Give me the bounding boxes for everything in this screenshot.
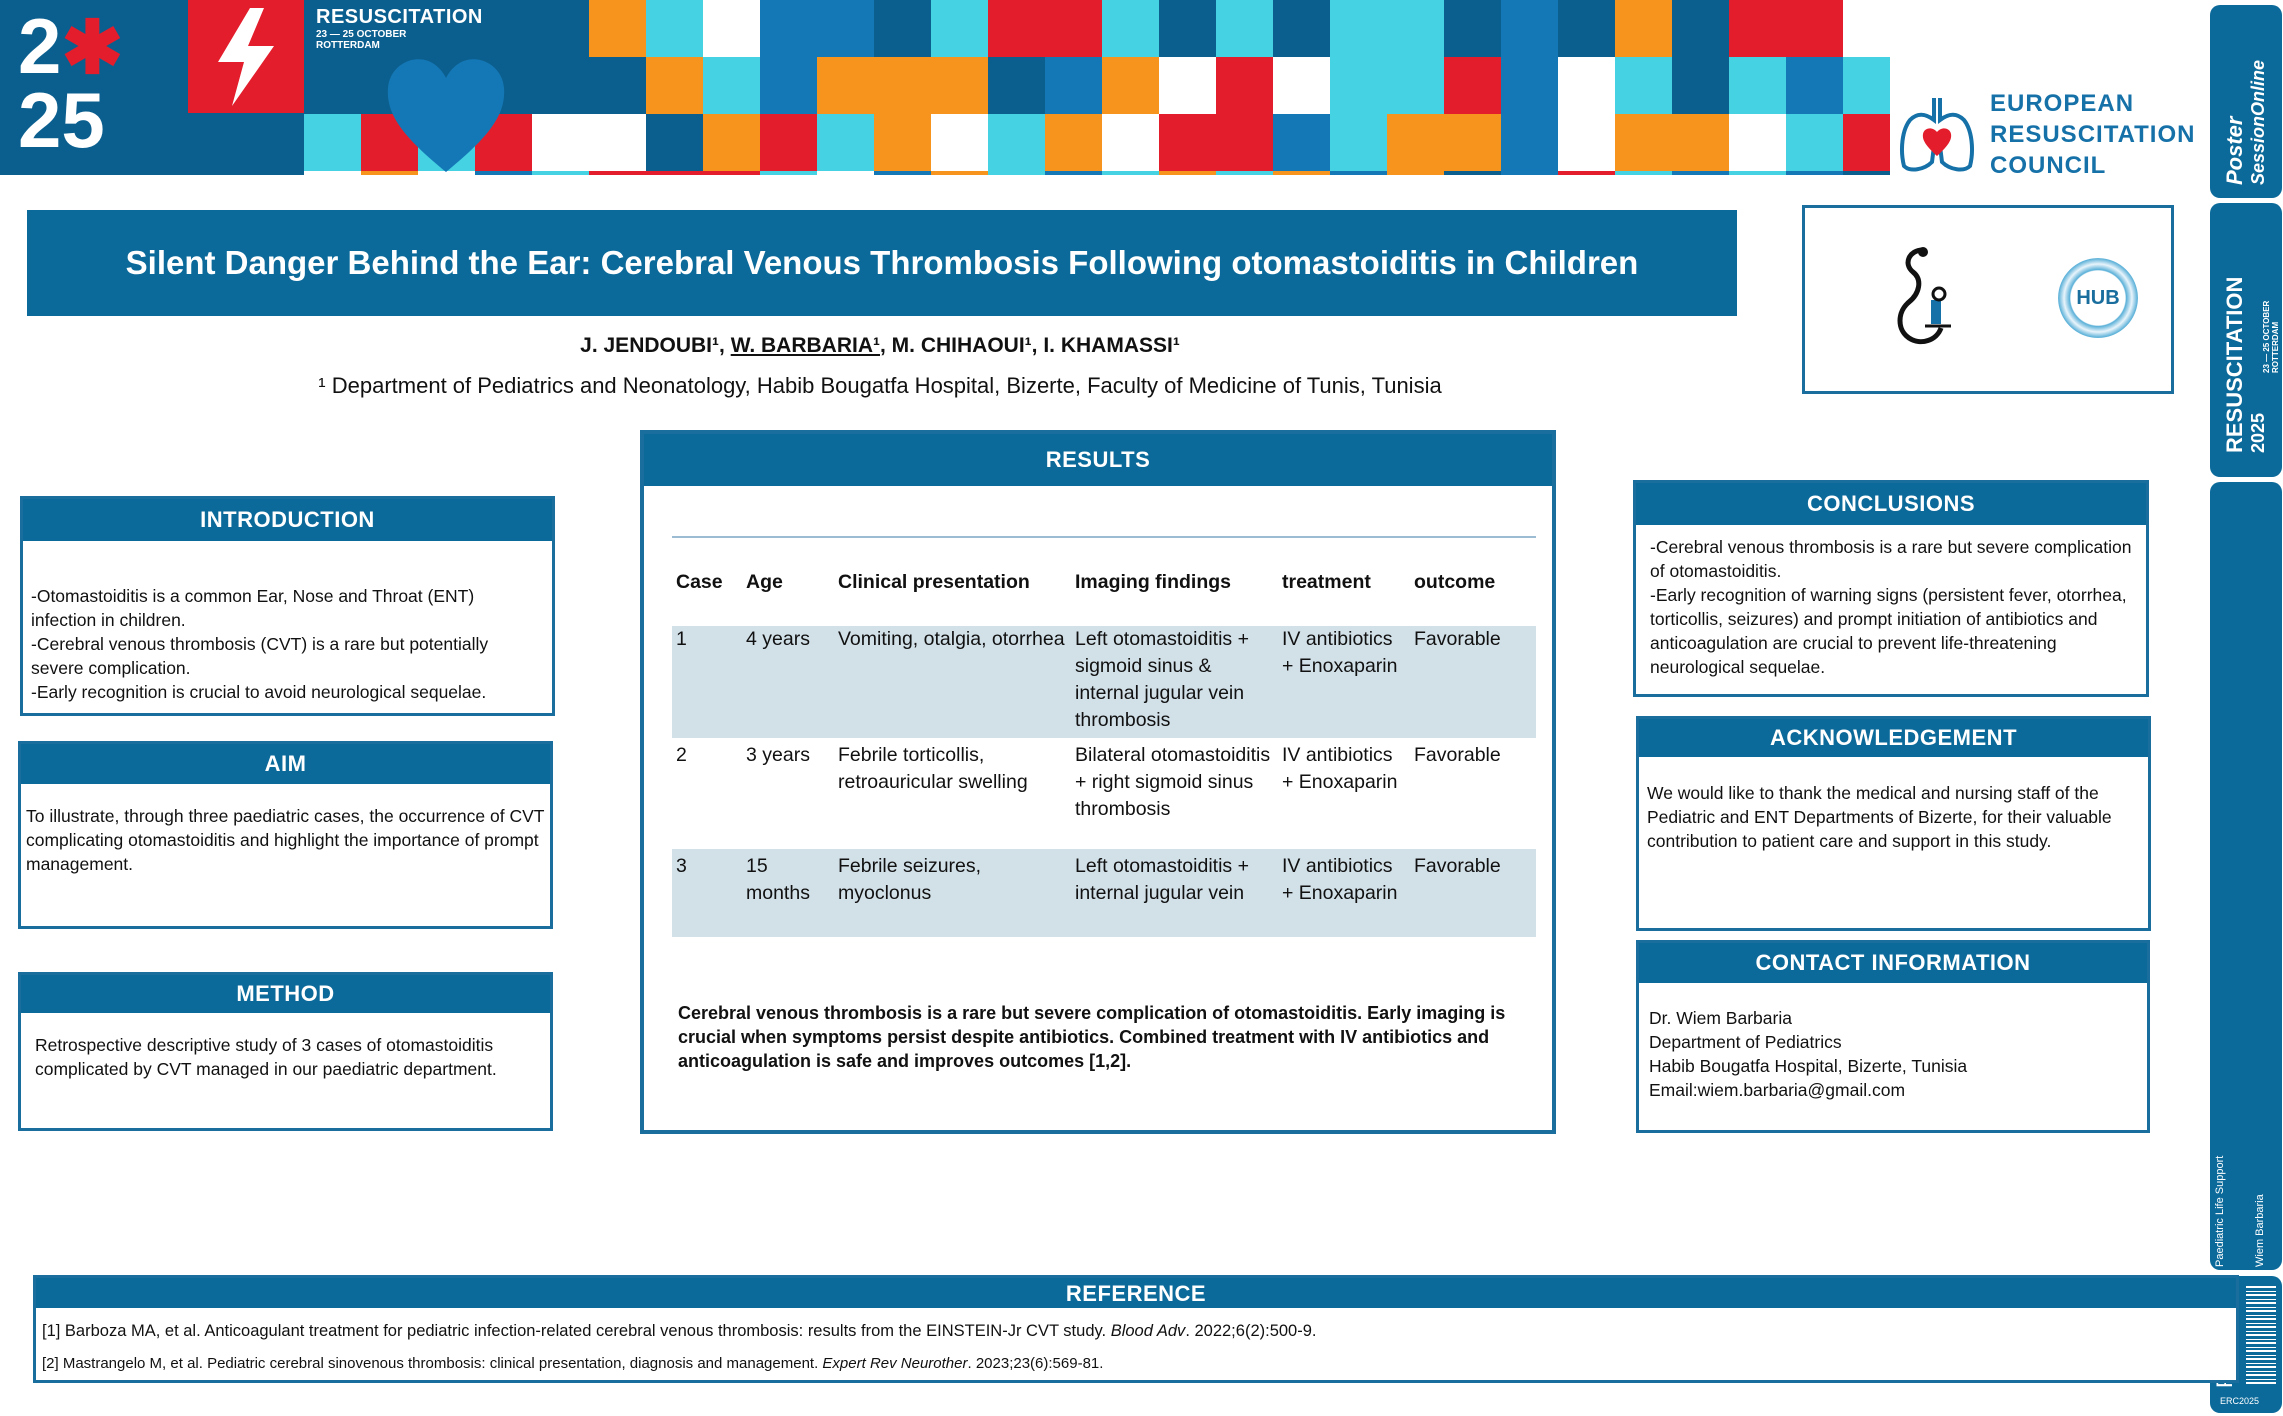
brand-line1: Poster: [2222, 116, 2247, 185]
banner-tile: [1615, 171, 1672, 175]
table-cell: 3 years: [746, 744, 810, 766]
banner-tile: [1330, 171, 1387, 175]
banner-tile: [703, 171, 760, 175]
banner-tile: [646, 57, 703, 114]
reference-2: [2] Mastrangelo M, et al. Pediatric cerebral sinovenous thrombosis: clinical presentation, diagnosis and management. Expert Rev Neurother. 2023;23(6):569-81.: [42, 1355, 1104, 1372]
sidebar-brand: [2210, 5, 2282, 198]
method-section: [18, 972, 553, 1131]
banner-tile: [1102, 0, 1159, 57]
table-row: [672, 849, 1536, 937]
banner-tile: [1501, 114, 1558, 171]
banner-tile: [1273, 114, 1330, 171]
banner-tile: [1558, 0, 1615, 57]
banner-tile: [1501, 171, 1558, 175]
banner-tile: [874, 0, 931, 57]
banner-tile: [589, 57, 646, 114]
banner-tile: [1159, 57, 1216, 114]
column-header: outcome: [1410, 537, 1536, 626]
results-summary: Cerebral venous thrombosis is a rare but severe complication of otomastoiditis. Early imaging is crucial when symptoms persist despite antibiotics. Combined treatment with IV antibiotics and anticoagulation is safe and improves outcomes [1,2].: [678, 1003, 1506, 1071]
partner-logos: [1802, 205, 2174, 394]
banner-tile: [1045, 57, 1102, 114]
banner-tile: [1330, 57, 1387, 114]
banner-tile: [1672, 171, 1729, 175]
introduction-section: [20, 496, 555, 716]
banner-tile: [1501, 0, 1558, 57]
author-1: J. JENDOUBI¹,: [580, 334, 731, 357]
banner-tile: [988, 114, 1045, 171]
introduction-heading: INTRODUCTION: [23, 499, 552, 541]
table-cell: IV antibiotics + Enoxaparin: [1282, 744, 1398, 793]
banner-tile: [1843, 114, 1890, 171]
banner-tile: [646, 114, 703, 171]
reference-1: [1] Barboza MA, et al. Anticoagulant treatment for pediatric infection-related cerebral venous thrombosis: results from the EINSTEIN-Jr CVT study. Blood Adv. 2022;6(2):500-9.: [42, 1322, 1317, 1340]
banner-tile: [1159, 0, 1216, 57]
table-cell: Febrile torticollis, retroauricular swelling: [838, 744, 1028, 793]
banner-tile: [931, 114, 988, 171]
table-cell: Left otomastoiditis + sigmoid sinus & internal jugular vein thrombosis: [1071, 626, 1278, 738]
conclusions-heading: CONCLUSIONS: [1636, 483, 2146, 525]
intro-line: -Cerebral venous thrombosis (CVT) is a rare but potentially severe complication.: [31, 634, 489, 678]
contact-section: [1636, 940, 2150, 1133]
contact-email: Email:wiem.barbaria@gmail.com: [1649, 1080, 1906, 1100]
banner-tile: [589, 0, 646, 57]
table-cell: 1: [672, 626, 742, 738]
banner-tile: [1102, 171, 1159, 175]
column-header: treatment: [1278, 537, 1410, 626]
banner-tile: [1159, 171, 1216, 175]
table-cell: IV antibiotics + Enoxaparin: [1278, 849, 1410, 937]
banner-tile: [589, 171, 646, 175]
affiliation: ¹ Department of Pediatrics and Neonatology, Habib Bougatfa Hospital, Bizerte, Faculty of Medicine of Tunis, Tunisia: [318, 373, 1442, 398]
table-row: [672, 626, 1536, 738]
banner-tile: [817, 114, 874, 171]
erc-logo: [1890, 0, 2200, 179]
banner-tile: [1330, 114, 1387, 171]
sidebar-event-name: RESUSCITATION: [2222, 276, 2247, 453]
banner-tile: [1216, 114, 1273, 171]
column-header: Imaging findings: [1071, 537, 1278, 626]
banner-tile: [988, 0, 1045, 57]
erc-line3: COUNCIL: [1990, 152, 2107, 179]
intro-line: -Otomastoiditis is a common Ear, Nose and Throat (ENT) infection in children.: [31, 586, 475, 630]
table-cell: 4 years: [742, 626, 834, 738]
contact-heading: CONTACT INFORMATION: [1639, 943, 2147, 983]
sidebar-event: [2210, 203, 2282, 477]
banner-tile: [931, 57, 988, 114]
contact-line: Habib Bougatfa Hospital, Bizerte, Tunisia: [1649, 1056, 1968, 1076]
intro-line: -Early recognition is crucial to avoid neurological sequelae.: [31, 682, 487, 702]
banner-tile: [1045, 114, 1102, 171]
banner-tile: [703, 57, 760, 114]
banner-tile: [1273, 171, 1330, 175]
banner-tile: [931, 0, 988, 57]
banner-tile: [1729, 57, 1786, 114]
sidebar-dates: 23 — 25 OCTOBER: [2262, 300, 2271, 373]
banner-tile: [817, 57, 874, 114]
banner-tile: [1729, 171, 1786, 175]
conclusion-line: -Early recognition of warning signs (persistent fever, otorrhea, torticollis, seizures) and prompt initiation of antibiotics and anticoagulation are crucial to prevent life-threatening neurological sequelae.: [1650, 585, 2127, 677]
lightning-icon: [188, 0, 304, 113]
banner-tile: [1786, 171, 1843, 175]
event-label: RESUSCITATION 23 — 25 OCTOBER ROTTERDAM: [316, 6, 483, 51]
table-cell: Favorable: [1410, 849, 1536, 937]
banner-tile: [1387, 0, 1444, 57]
banner-tile: [1672, 57, 1729, 114]
banner-tile: [874, 114, 931, 171]
banner-tile: [874, 171, 931, 175]
results-table: [672, 536, 1536, 937]
year-logo: 2✱ 25: [18, 2, 124, 164]
banner-tile: [1045, 171, 1102, 175]
sidebar-year: 2025: [2248, 412, 2268, 453]
banner-tile: [1558, 171, 1615, 175]
banner-tile: [1387, 171, 1444, 175]
sidebar-footer: ERC2025: [2220, 1396, 2260, 1406]
banner-tile: [1501, 57, 1558, 114]
aim-text: To illustrate, through three paediatric cases, the occurrence of CVT complicating otomastoiditis and highlight the importance of prompt management.: [26, 806, 545, 874]
banner-tile: [703, 0, 760, 57]
banner-tile: [1558, 114, 1615, 171]
banner-tile: [760, 171, 817, 175]
banner-tile: [589, 114, 646, 171]
banner-tile: [1102, 57, 1159, 114]
banner-tile: [988, 171, 1045, 175]
author-list: [0, 334, 1760, 358]
table-cell: Favorable: [1410, 626, 1536, 738]
table-cell: Febrile seizures, myoclonus: [834, 849, 1071, 937]
hub-logo: [2058, 258, 2138, 338]
heart-icon: [382, 48, 510, 175]
banner-tile: [931, 171, 988, 175]
banner-tile: [1672, 114, 1729, 171]
method-heading: METHOD: [21, 975, 550, 1013]
banner-tile: [1672, 0, 1729, 57]
banner-tile: [1216, 57, 1273, 114]
sidebar-topic: Paediatric Life Support: [2214, 1155, 2226, 1267]
author-presenting: W. BARBARIA¹: [730, 334, 881, 357]
banner-tile: [1216, 0, 1273, 57]
table-cell: IV antibiotics + Enoxaparin: [1278, 626, 1410, 738]
brand-line2: SessionOnline: [2248, 59, 2268, 185]
banner-tile: [1615, 114, 1672, 171]
sidebar-city: ROTTERDAM: [2271, 321, 2280, 373]
erc-line2: RESUSCITATION: [1990, 121, 2196, 148]
banner-tile: [817, 171, 874, 175]
poster-title: Silent Danger Behind the Ear: Cerebral Venous Thrombosis Following otomastoiditis in Children: [27, 210, 1737, 316]
table-cell: Bilateral otomastoiditis + right sigmoid sinus thrombosis: [1075, 744, 1271, 820]
banner-tile: [1558, 57, 1615, 114]
aim-section: [18, 741, 553, 929]
banner-tile: [646, 171, 703, 175]
aim-heading: AIM: [21, 744, 550, 784]
banner-tile: [1843, 57, 1890, 114]
banner-tile: [1729, 0, 1786, 57]
banner-tile: [304, 114, 361, 171]
banner-tile: [304, 171, 361, 175]
banner-tile: [1444, 57, 1501, 114]
banner-tile: [1843, 0, 1890, 57]
sidebar-author: Wiem Barbaria: [2254, 1194, 2266, 1267]
barcode: [2246, 1284, 2276, 1384]
banner-tile: [1273, 0, 1330, 57]
column-header: Case: [672, 537, 742, 626]
banner-tile: [1045, 0, 1102, 57]
contact-line: Department of Pediatrics: [1649, 1032, 1842, 1052]
lungs-heart-icon: [1896, 90, 1978, 175]
reference-section: [33, 1275, 2239, 1383]
acknowledgement-section: [1636, 716, 2151, 931]
author-rest: , M. CHIHAOUI¹, I. KHAMASSI¹: [880, 334, 1180, 357]
hospital-logo-icon: [1879, 242, 1969, 350]
banner-tile: [703, 114, 760, 171]
banner-tile: [760, 0, 817, 57]
table-header-row: [672, 537, 1536, 626]
banner-tile: [1843, 171, 1890, 175]
table-cell: 15 months: [742, 849, 834, 937]
acknowledgement-text: We would like to thank the medical and nursing staff of the Pediatric and ENT Departments of Bizerte, for their valuable contribution to patient care and support in this study.: [1647, 783, 2112, 851]
banner-tile: [874, 57, 931, 114]
table-cell: Left otomastoiditis + internal jugular vein: [1071, 849, 1278, 937]
banner-tile: [1786, 57, 1843, 114]
column-header: Clinical presentation: [834, 537, 1071, 626]
banner-tile: [1273, 57, 1330, 114]
acknowledgement-heading: ACKNOWLEDGEMENT: [1639, 719, 2148, 757]
banner-tile: [1786, 0, 1843, 57]
banner-tile: [760, 114, 817, 171]
banner-tile: [1387, 57, 1444, 114]
method-text: Retrospective descriptive study of 3 cases of otomastoiditis complicated by CVT managed in our paediatric department.: [35, 1035, 497, 1079]
table-row: [672, 738, 1536, 849]
banner-tile: [646, 0, 703, 57]
banner-tile: [1444, 0, 1501, 57]
results-heading: RESULTS: [644, 434, 1552, 486]
table-cell: Vomiting, otalgia, otorrhea: [834, 626, 1071, 738]
banner-tile: [532, 114, 589, 171]
reference-heading: REFERENCE: [36, 1278, 2236, 1308]
conclusions-section: [1633, 480, 2149, 697]
banner-tile: [1216, 171, 1273, 175]
banner-tile: [1444, 171, 1501, 175]
banner-tile: [1387, 114, 1444, 171]
hub-logo-text: HUB: [2076, 286, 2120, 309]
column-header: Age: [742, 537, 834, 626]
banner-tile: [1330, 0, 1387, 57]
contact-line: Dr. Wiem Barbaria: [1649, 1008, 1792, 1028]
conclusion-line: -Cerebral venous thrombosis is a rare but severe complication of otomastoiditis.: [1650, 537, 2132, 581]
banner-tile: [532, 171, 589, 175]
banner-tile: [1444, 114, 1501, 171]
table-cell: 2: [676, 744, 687, 766]
banner-tile: [817, 0, 874, 57]
table-cell: Favorable: [1414, 744, 1501, 766]
banner-tile: [1615, 0, 1672, 57]
table-cell: 3: [672, 849, 742, 937]
header-banner: [0, 0, 1890, 175]
banner-tile: [1729, 114, 1786, 171]
banner-tile: [988, 57, 1045, 114]
banner-tile: [1786, 114, 1843, 171]
sidebar-info: [2210, 482, 2282, 1270]
banner-tile: [1159, 114, 1216, 171]
banner-tile: [1102, 114, 1159, 171]
banner-tile: [760, 57, 817, 114]
banner-tile: [1615, 57, 1672, 114]
erc-line1: EUROPEAN: [1990, 90, 2135, 117]
